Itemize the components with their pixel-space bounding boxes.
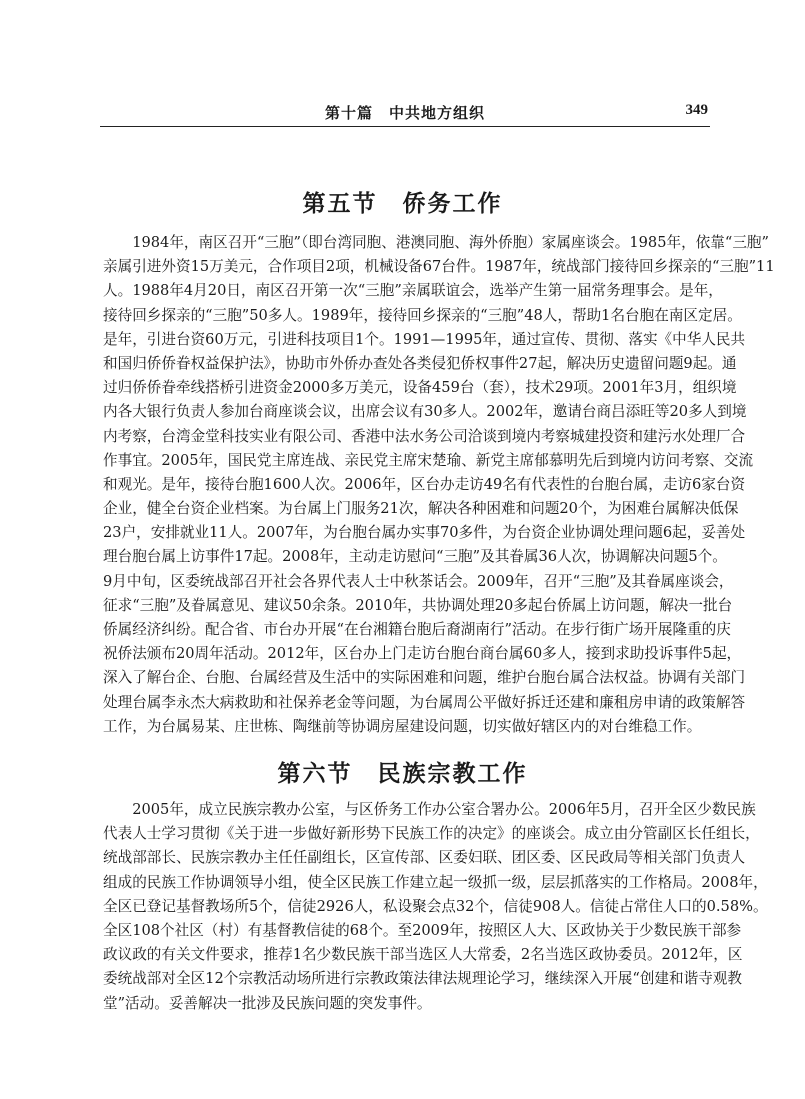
text-line: 和国归侨侨眷权益保护法》，协助市外侨办查处各类侵犯侨权事件27起，解决历史遗留问题9起。通 (103, 354, 737, 372)
text-line: 理台胞台属上访事件17起。2008年，主动走访慰问“三胞”及其眷属36人次，协调解决问题5个。 (103, 548, 727, 566)
text-line: 堂”活动。妥善解决一批涉及民族问题的突发事件。 (103, 994, 432, 1012)
section-body-overseas-chinese-affairs (103, 231, 775, 739)
text-line: 过归侨侨眷牵线搭桥引进资金2000多万美元，设备459台（套），技术29项。2001年3月，组织境 (103, 379, 737, 397)
text-line: 征求“三胞”及眷属意见、建议50余条。2010年，共协调处理20多起台侨属上访问题，解决一批台 (103, 596, 733, 614)
page-number: 349 (685, 102, 708, 118)
text-line: 祝侨法颁布20周年活动。2012年，区台办上门走访台胞台商台属60多人，接到求助投诉事件5起， (103, 645, 742, 663)
text-line: 内各大银行负责人参加台商座谈会议，出席会议有30多人。2002年，邀请台商吕添旺等20多人到境 (103, 403, 747, 421)
text-line: 和观光。是年，接待台胞1600人次。2006年，区台办走访49名有代表性的台胞台属，走访6家台资 (103, 475, 746, 493)
section-title-ethnic-religious-work: 第六节 民族宗教工作 (277, 760, 528, 787)
text-line: 亲属引进外资15万美元，合作项目2项，机械设备67台件。1987年，统战部门接待回乡探亲的“三胞”11 (103, 258, 775, 276)
text-line: 政议政的有关文件要求，推荐1名少数民族干部当选区人大常委，2名当选区政协委员。2012年，区 (103, 946, 743, 964)
text-line: 23户，安排就业11人。2007年，为台胞台属办实事70多件，为台资企业协调处理问题6起，妥善处 (103, 524, 746, 542)
text-line: 工作，为台属易某、庄世栋、陶继前等协调房屋建设问题，切实做好辖区内的对台维稳工作。 (103, 717, 702, 735)
text-line: 9月中旬，区委统战部召开社会各界代表人士中秋茶话会。2009年，召开“三胞”及其眷属座谈会， (103, 572, 734, 590)
text-line: 全区108个社区（村）有基督教信徒的68个。至2009年，按照区人大、区政协关于少数民族干部参 (103, 921, 742, 939)
text-line: 是年，引进台资60万元，引进科技项目1个。1991—1995年，通过宣传、贯彻、落实《中华人民共 (103, 330, 746, 348)
text-line: 接待回乡探亲的“三胞”50多人。1989年，接待回乡探亲的“三胞”48人，帮助1名台胞在南区定居。 (103, 306, 742, 324)
text-line: 作事宜。2005年，国民党主席连战、亲民党主席宋楚瑜、新党主席郁慕明先后到境内访问考察、交流 (103, 451, 754, 469)
text-line: 全区已登记基督教场所5个，信徒2926人，私设聚会点32个，信徒908人。信徒占常住人口的0.58%。 (103, 897, 768, 915)
text-line: 委统战部对全区12个宗教活动场所进行宗教政策法律法规理论学习，继续深入开展“创建和谐寺观教 (103, 970, 742, 988)
text-line: 2005年，成立民族宗教办公室，与区侨务工作办公室合署办公。2006年5月，召开全区少数民族 (103, 801, 756, 818)
section-title-overseas-chinese-affairs: 第五节 侨务工作 (302, 190, 503, 217)
text-line: 组成的民族工作协调领导小组，使全区民族工作建立起一级抓一级，层层抓落实的工作格局。2008年， (103, 873, 768, 891)
text-line: 代表人士学习贯彻《关于进一步做好新形势下民族工作的决定》的座谈会。成立由分管副区长任组长， (103, 825, 760, 843)
section-body-ethnic-religious-work (103, 798, 768, 1016)
text-line: 处理台属李永杰大病救助和社保养老金等问题，为台属周公平做好拆迁还建和廉租房申请的政策解答 (103, 693, 746, 711)
text-line: 内考察，台湾金堂科技实业有限公司、香港中法水务公司洽谈到境内考察城建投资和建污水处理厂合 (103, 427, 746, 445)
running-header (100, 100, 710, 127)
text-line: 侨属经济纠纷。配合省、市台办开展“在台湘籍台胞后裔湖南行”活动。在步行街广场开展隆重的庆 (103, 621, 731, 638)
header-title: 第十篇 中共地方组织 (324, 104, 485, 122)
text-line: 1984年，南区召开“三胞”（即台湾同胞、港澳同胞、海外侨胞）家属座谈会。1985年，依靠“三胞” (103, 234, 769, 251)
text-line: 企业，健全台资企业档案。为台属上门服务21次，解决各种困难和问题20个，为困难台属解决低保 (103, 500, 739, 518)
text-line: 深入了解台企、台胞、台属经营及生活中的实际困难和问题，维护台胞台属合法权益。协调有关部门 (103, 669, 746, 687)
text-line: 人。1988年4月20日，南区召开第一次“三胞”亲属联谊会，选举产生第一届常务理事会。是年， (103, 282, 723, 300)
text-line: 统战部部长、民族宗教办主任任副组长，区宣传部、区委妇联、团区委、区民政局等相关部门负责人 (103, 849, 746, 867)
